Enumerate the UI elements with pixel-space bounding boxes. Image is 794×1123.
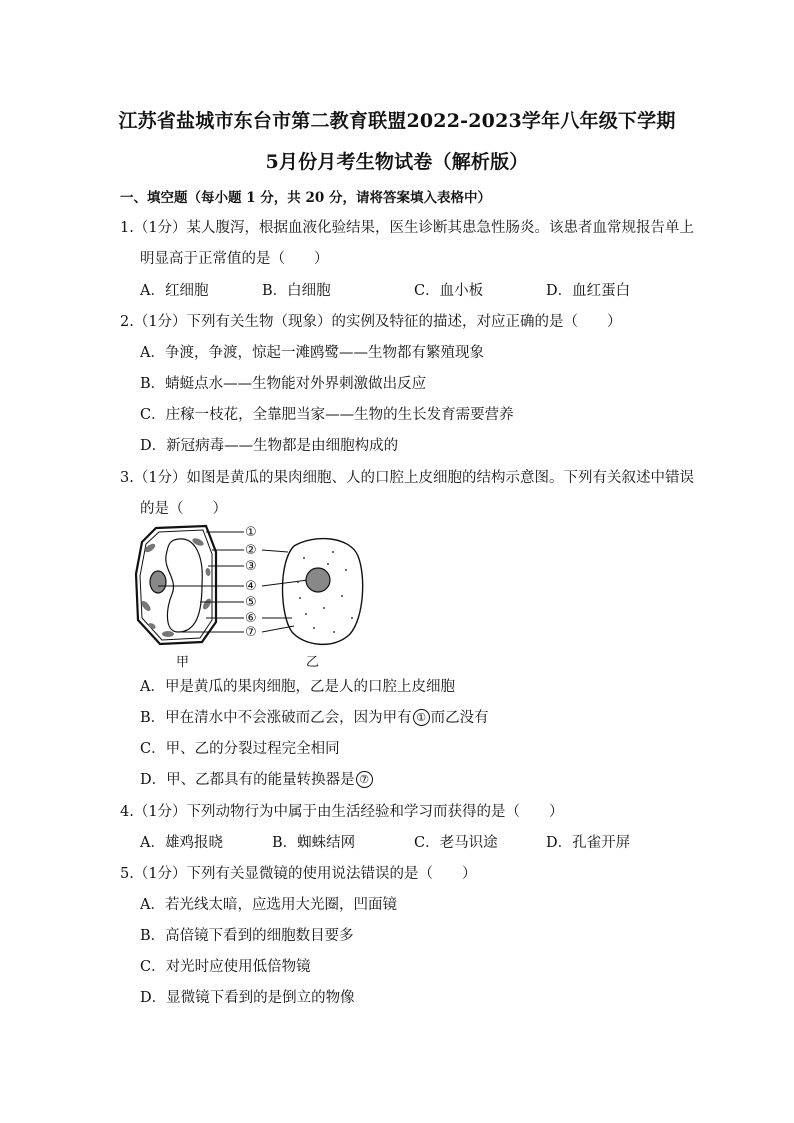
q5-option-c: C．对光时应使用低倍物镜 <box>140 959 311 975</box>
q1-option-c: C．血小板 <box>414 283 484 299</box>
animal-nucleus <box>306 568 330 592</box>
q3-option-b <box>140 706 489 727</box>
vacuole <box>166 539 202 632</box>
q3-option-d-text: D．甲、乙都具有的能量转换器是 <box>140 772 355 788</box>
q3-option-a: A．甲是黄瓜的果肉细胞，乙是人的口腔上皮细胞 <box>140 679 455 695</box>
q1-option-d: D．血红蛋白 <box>546 283 631 299</box>
q3-option-c: C．甲、乙的分裂过程完全相同 <box>140 741 340 757</box>
q2-option-d: D．新冠病毒——生物都是由细胞构成的 <box>140 438 399 454</box>
caption-right: 乙 <box>306 655 320 670</box>
section-heading: 一、填空题（每小题 1 分，共 20 分，请将答案填入表格中） <box>120 190 491 206</box>
cell-diagram <box>128 522 368 672</box>
caption-left: 甲 <box>176 655 190 670</box>
q4-option-c: C．老马识途 <box>414 835 498 851</box>
q1-stem-line1: 1.（1分）某人腹泻，根据血液化验结果，医生诊断其患急性肠炎。该患者血常规报告单上 <box>120 220 695 236</box>
cell-wall <box>136 526 216 644</box>
title-line-1: 江苏省盐城市东台市第二教育联盟2022-2023学年八年级下学期 <box>118 110 676 132</box>
q3-stem-line1: 3.（1分）如图是黄瓜的果肉细胞、人的口腔上皮细胞的结构示意图。下列有关叙述中错误 <box>120 470 695 486</box>
title-line-2: 5月份月考生物试卷（解析版） <box>265 151 529 173</box>
q4-option-d: D．孔雀开屏 <box>546 835 631 851</box>
q4-stem-line1: 4.（1分）下列动物行为中属于由生活经验和学习而获得的是（ ） <box>120 804 564 820</box>
q3-option-d <box>140 768 374 789</box>
q2-option-c: C．庄稼一枝花，全靠肥当家——生物的生长发育需要营养 <box>140 407 514 423</box>
animal-cell <box>283 539 363 645</box>
q1-stem-line2: 明显高于正常值的是（ ） <box>140 251 329 267</box>
chloroplast <box>201 597 212 610</box>
plant-cell <box>136 526 216 644</box>
chloroplast <box>191 537 204 548</box>
label-1: ① <box>245 525 257 540</box>
q2-option-b: B．蜻蜓点水——生物能对外界刺激做出反应 <box>140 376 427 392</box>
q1-option-a: A．红细胞 <box>140 283 209 299</box>
plant-nucleus <box>150 571 166 593</box>
q5-stem-line1: 5.（1分）下列有关显微镜的使用说法错误的是（ ） <box>120 866 477 882</box>
q3-option-d-marker: ⑦ <box>356 771 373 788</box>
q2-stem-line1: 2.（1分）下列有关生物（现象）的实例及特征的描述，对应正确的是（ ） <box>120 314 622 330</box>
cytoplasm-dots <box>297 551 353 633</box>
q5-option-b: B．高倍镜下看到的细胞数目要多 <box>140 928 354 944</box>
label-2: ② <box>245 543 257 558</box>
q3-stem-line2: 的是（ ） <box>140 501 227 517</box>
label-3: ③ <box>245 559 257 574</box>
label-5: ⑤ <box>245 595 257 610</box>
q4-option-b: B．蜘蛛结网 <box>272 835 356 851</box>
q3-option-b-tail: 而乙没有 <box>430 710 489 726</box>
label-4: ④ <box>245 579 257 594</box>
q5-option-d: D．显微镜下看到的是倒立的物像 <box>140 990 355 1006</box>
q3-option-b-marker: ① <box>413 709 430 726</box>
label-6: ⑥ <box>245 611 257 626</box>
mitochondrion <box>205 568 211 577</box>
q2-option-a: A．争渡，争渡，惊起一滩鸥鹭——生物都有繁殖现象 <box>140 345 484 361</box>
q3-option-b-text: B．甲在清水中不会涨破而乙会，因为甲有 <box>140 710 412 726</box>
label-7: ⑦ <box>245 625 257 640</box>
q5-option-a: A．若光线太暗，应选用大光圈，凹面镜 <box>140 897 397 913</box>
chloroplast <box>162 631 174 637</box>
q1-option-b: B．白细胞 <box>262 283 331 299</box>
q4-option-a: A．雄鸡报晓 <box>140 835 223 851</box>
